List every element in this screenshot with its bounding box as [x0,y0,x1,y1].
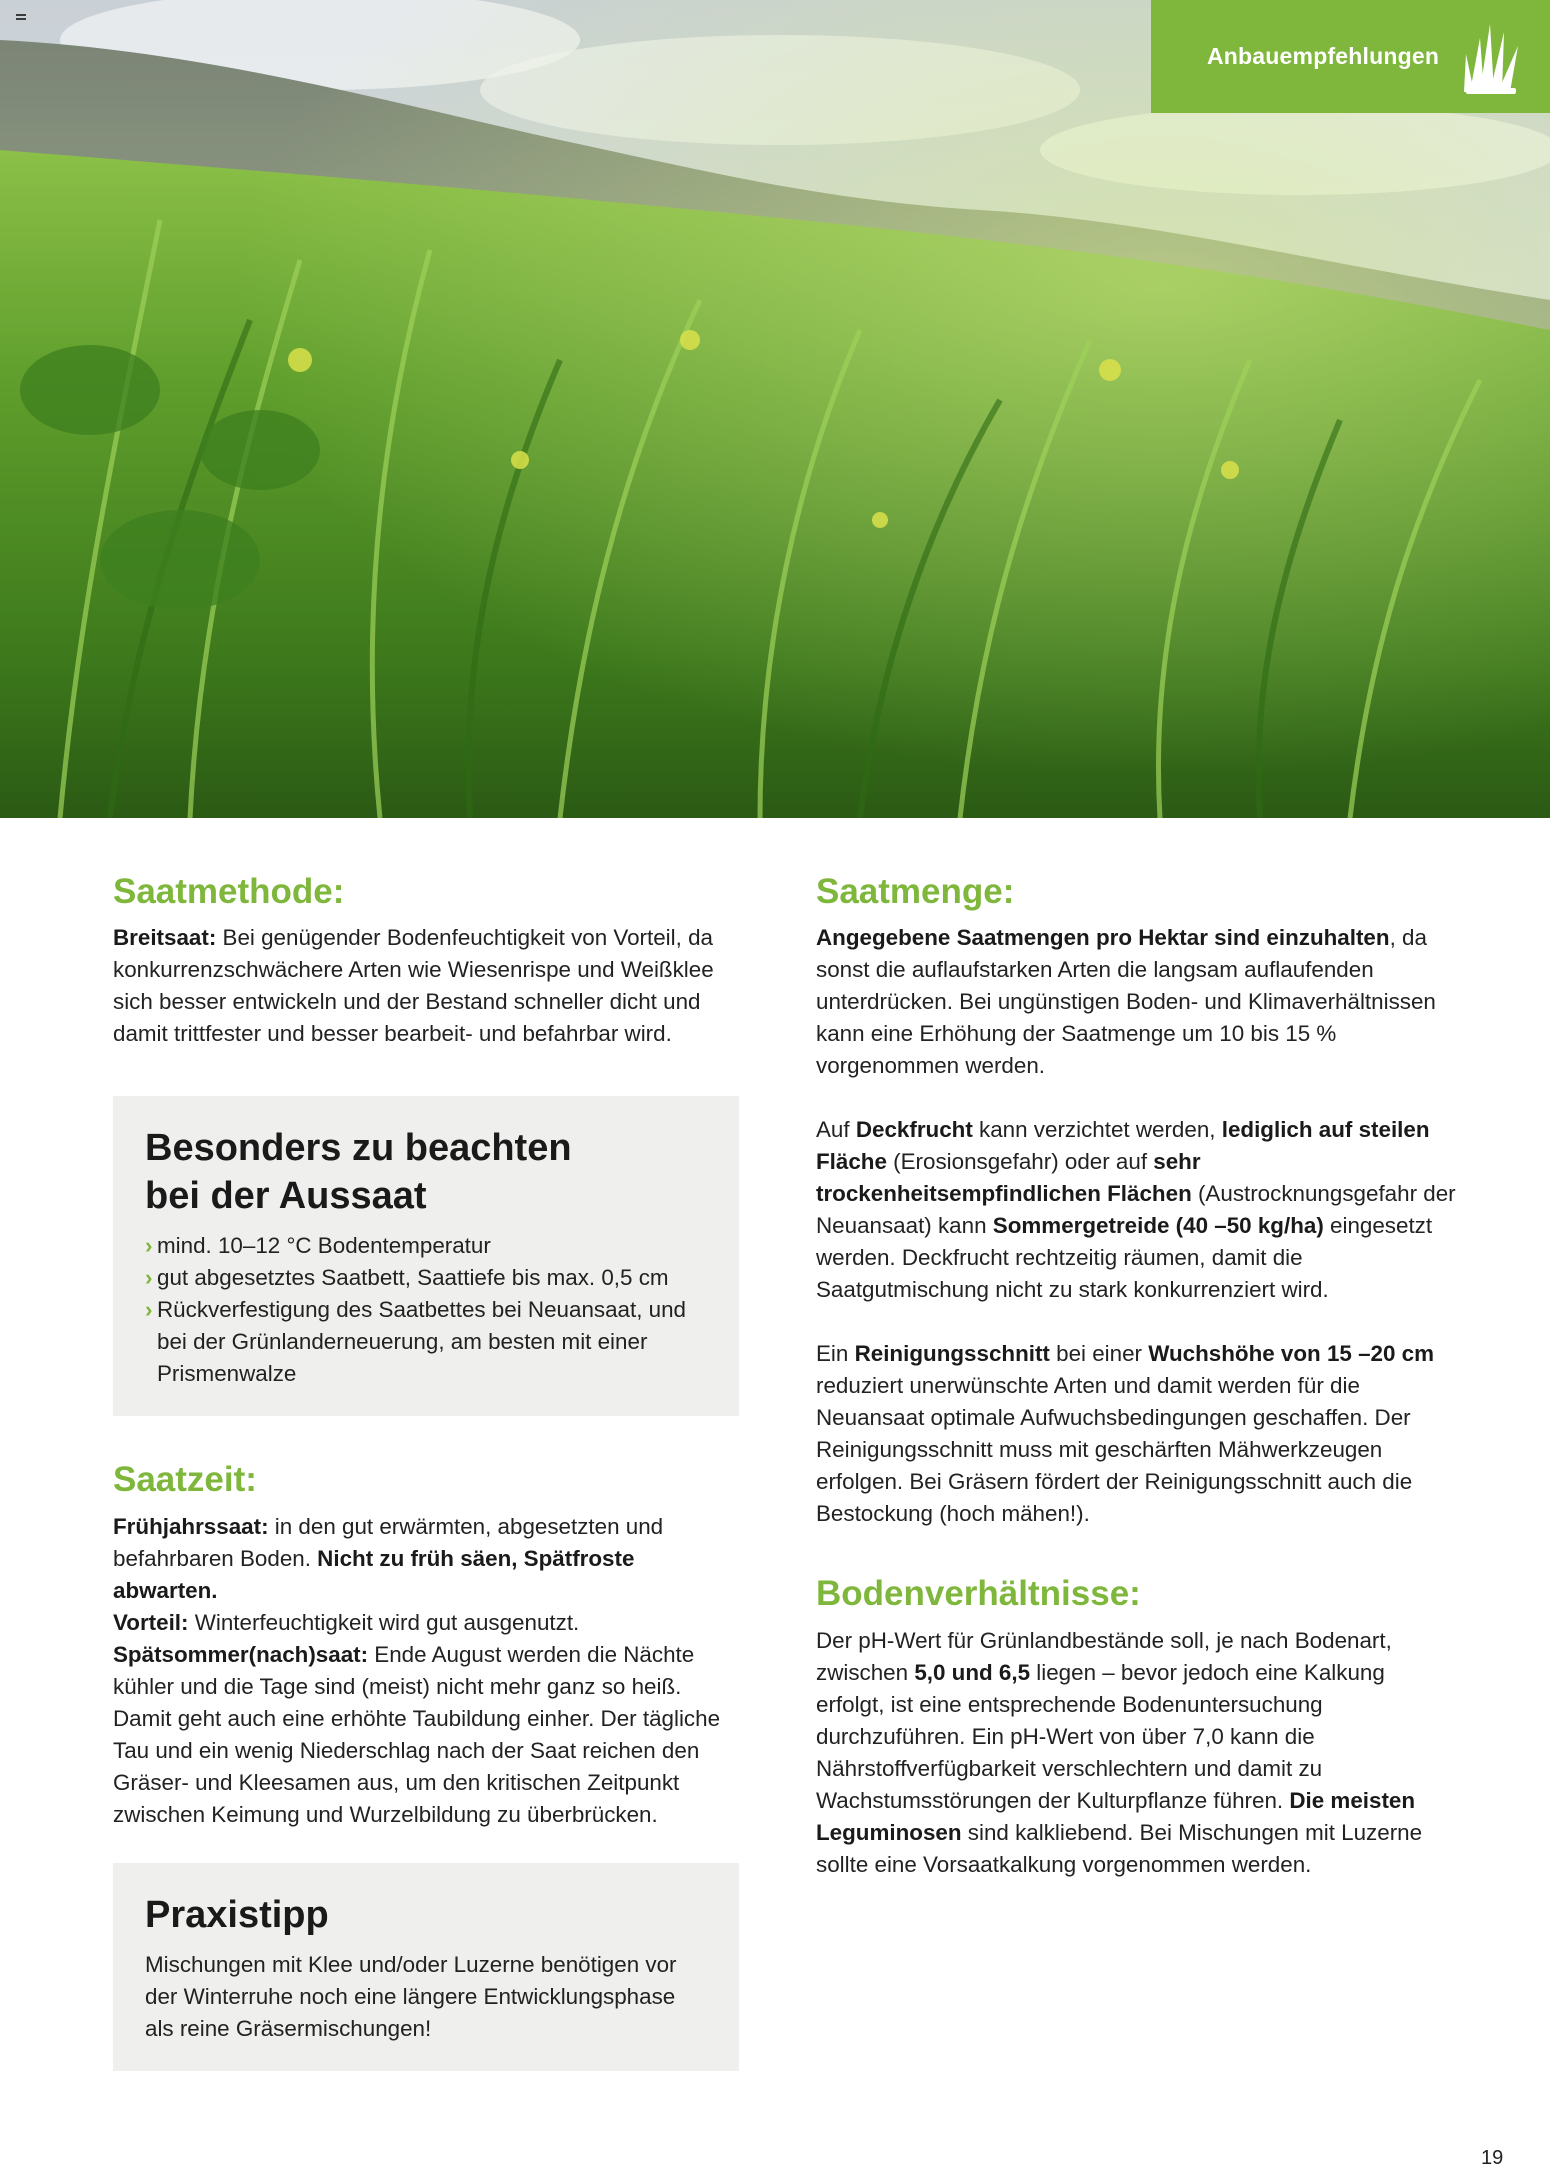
grassland-meadow-photo [0,0,1550,818]
corner-mark [16,14,26,20]
list-item: › gut abgesetztes Saatbett, Saattiefe bis max. 0,5 cm [145,1262,707,1294]
bullet-chevron-icon: › [145,1265,153,1291]
list-item: › Rückverfestigung des Saatbettes bei Neuansaat, und bei der Grünlanderneuerung, am besten mit einer Prismenwalze [145,1294,707,1390]
grass-icon [1460,18,1524,96]
saatmenge-p1: Angegebene Saatmengen pro Hektar sind einzuhalten, da sonst die auflaufstarken Arten die langsam auflaufenden unterdrücken. Bei ungünstigen Boden- und Klimaverhältnissen kann eine Erhöhung der Saatmenge um 10 bis 15 % vorgenommen werden. [816,925,1436,1079]
section-tag-label: Anbauempfehlungen [1207,43,1440,69]
saatmethode-lead: Breitsaat: [113,925,217,951]
left-column [113,872,739,2071]
praxistipp-box [113,1863,739,2071]
aussaat-box [113,1096,739,1416]
saatmethode-heading: Saatmethode: [113,872,345,911]
bullet-chevron-icon: › [145,1297,153,1323]
aussaat-box-heading [145,1124,707,1220]
praxistipp-heading: Praxistipp [145,1893,329,1936]
boden-heading: Bodenverhältnisse: [816,1574,1141,1614]
hero-image [0,0,1550,818]
section-tag [1151,0,1550,113]
bullet-chevron-icon: › [145,1233,153,1259]
saatmethode-text [113,922,739,1050]
right-column [816,872,1456,1881]
saatmenge-p3: Ein Reinigungsschnitt bei einer Wuchshöhe von 15 –20 cm reduziert unerwünschte Arten und damit werden für die Neuansaat optimale Aufwuchsbedingungen geschaffen. Der Reinigungsschnitt muss mit geschärften Mähwerkzeugen erfolgen. Bei Gräsern fördert der Reinigungsschnitt auch die Bestockung (hoch mähen!). [816,1341,1435,1527]
saatmethode-body: Bei genügender Bodenfeuchtigkeit von Vorteil, da konkurrenzschwächere Arten wie Wiesenrispe und Weißklee sich besser entwickeln und der Bestand schneller dicht und damit trittfester und besser bearbeit- und befahrbar wird. [113,925,714,1047]
boden-text: Der pH-Wert für Grünlandbestände soll, je nach Bodenart, zwischen 5,0 und 6,5 liegen – bevor jedoch eine Kalkung erfolgt, ist eine entsprechende Bodenuntersuchung durchzuführen. Ein pH-Wert von über 7,0 kann die Nährstoffverfügbarkeit verschlechtern und damit zu Wachstumsstörungen der Kulturpflanze führen. Die meisten Leguminosen sind kalkliebend. Bei Mischungen mit Luzerne sollte eine Vorsaatkalkung vorgenommen werden. [816,1627,1423,1877]
page-number: 19 [1481,2147,1504,2169]
aussaat-heading-line1: Besonders zu beachten [145,1127,572,1170]
saatmenge-p2: Auf Deckfrucht kann verzichtet werden, lediglich auf steilen Fläche (Erosionsgefahr) oder auf sehr trockenheitsempfindlichen Flächen (Austrocknungsgefahr der Neuansaat) kann Sommergetreide (40 –50 kg/ha) eingesetzt werden. Deckfrucht rechtzeitig räumen, damit die Saatgutmischung nicht zu stark konkurrenziert wird. [816,1117,1456,1303]
praxistipp-text: Mischungen mit Klee und/oder Luzerne benötigen vor der Winterruhe noch eine längere Entwicklungsphase als reine Gräsermischungen! [145,1951,677,2041]
saatmenge-heading: Saatmenge: [816,872,1015,911]
aussaat-list [145,1230,707,1390]
list-item: › mind. 10–12 °C Bodentemperatur [145,1230,707,1262]
saatzeit-text: Frühjahrssaat: in den gut erwärmten, abgesetzten und befahrbaren Boden. Nicht zu früh säen, Spätfroste abwarten. Vorteil: Winterfeuchtigkeit wird gut ausgenutzt. Spätsommer(nach)saat: Ende August werden die Nächte kühler und die Tage sind (meist) nicht mehr ganz so heiß. Damit geht auch eine erhöhte Taubildung einher. Der tägliche Tau und ein wenig Niederschlag nach der Saat reichen den Gräser- und Kleesamen aus, um den kritischen Zeitpunkt zwischen Keimung und Wurzelbildung zu überbrücken. [113,1513,721,1827]
saatzeit-heading: Saatzeit: [113,1460,257,1500]
aussaat-heading-line2: bei der Aussaat [145,1175,427,1218]
